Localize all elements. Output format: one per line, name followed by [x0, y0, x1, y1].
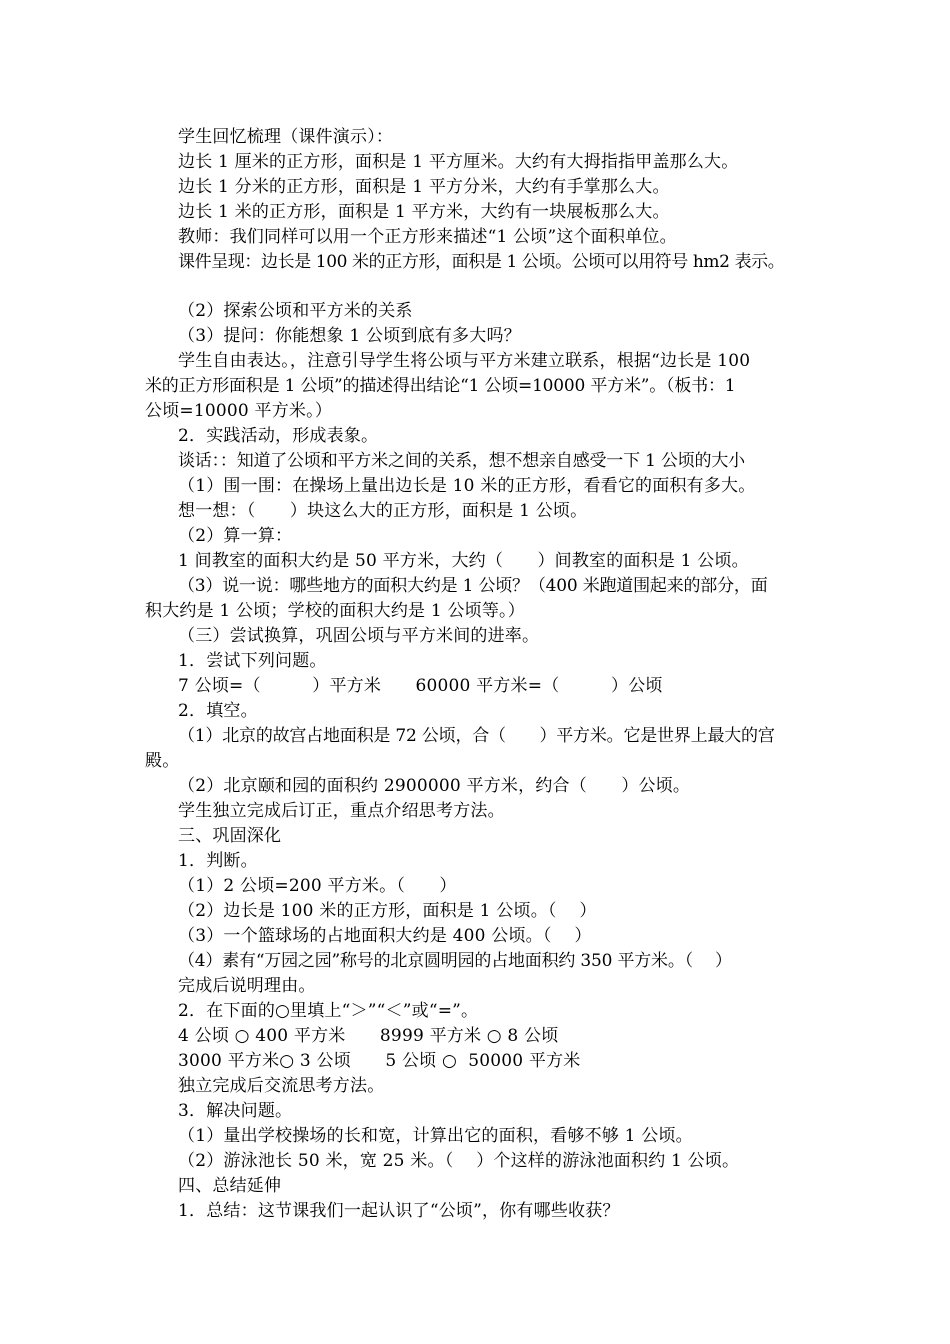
text-line: 2．在下面的○里填上“＞”“＜”或“=”。 [178, 1001, 479, 1021]
text-line: 独立完成后交流思考方法。 [178, 1076, 385, 1096]
text-line: 4 公顷 ○ 400 平方米 8999 平方米 ○ 8 公顷 [178, 1026, 559, 1046]
text-line: 3．解决问题。 [178, 1101, 293, 1121]
text-line: 边长 1 米的正方形，面积是 1 平方米，大约有一块展板那么大。 [178, 202, 670, 222]
section-heading: 三、巩固深化 [178, 826, 282, 846]
text-line: （1）量出学校操场的长和宽，计算出它的面积，看够不够 1 公顷。 [178, 1126, 693, 1146]
text-line: （2）游泳池长 50 米，宽 25 米。（ ）个这样的游泳池面积约 1 公顷。 [178, 1151, 740, 1171]
text-line: 1．判断。 [178, 851, 258, 871]
text-line: （3）提问：你能想象 1 公顷到底有多大吗？ [178, 326, 521, 346]
text-line: 米的正方形面积是 1 公顷”的描述得出结论“1 公顷=10000 平方米”。（板书：1 [145, 376, 736, 396]
text-line: 边长 1 厘米的正方形，面积是 1 平方厘米。大约有大拇指指甲盖那么大。 [178, 152, 739, 172]
text-line: （4）素有“万园之园”称号的北京圆明园的占地面积约 350 平方米。（ ） [178, 951, 732, 971]
text-line: 2．实践活动，形成表象。 [178, 426, 379, 446]
text-line: 课件呈现：边长是 100 米的正方形，面积是 1 公顷。公顷可以用符号 hm2 表示。 [178, 252, 785, 272]
text-line: （3）一个篮球场的占地面积大约是 400 公顷。（ ） [178, 926, 592, 946]
text-line: 学生回忆梳理（课件演示）： [178, 127, 394, 147]
text-line: （1）2 公顷=200 平方米。（ ） [178, 876, 457, 896]
section-heading: 四、总结延伸 [178, 1176, 282, 1196]
text-line: 谈话：：知道了公顷和平方米之间的关系，想不想亲自感受一下 1 公顷的大小 [178, 451, 745, 471]
text-line: （1）围一围：在操场上量出边长是 10 米的正方形，看看它的面积有多大。 [178, 476, 756, 496]
text-line: （2）北京颐和园的面积约 2900000 平方米，约合（ ）公顷。 [178, 776, 691, 796]
text-line: 殿。 [145, 751, 180, 771]
text-line: 2．填空。 [178, 701, 258, 721]
text-line: 想一想：（ ）块这么大的正方形，面积是 1 公顷。 [178, 501, 588, 521]
text-line: 积大约是 1 公顷；学校的面积大约是 1 公顷等。） [145, 601, 525, 621]
text-line: 教师：我们同样可以用一个正方形来描述“1 公顷”这个面积单位。 [178, 227, 677, 247]
text-line: 学生自由表达。，注意引导学生将公顷与平方米建立联系，根据“边长是 100 [178, 351, 751, 371]
text-line: 公顷=10000 平方米。） [145, 401, 333, 421]
text-line: 3000 平方米○ 3 公顷 5 公顷 ○ 50000 平方米 [178, 1051, 581, 1071]
text-line: （2）探索公顷和平方米的关系 [178, 301, 413, 321]
text-line: （1）北京的故宫占地面积是 72 公顷，合（ ）平方米。它是世界上最大的宫 [178, 726, 775, 746]
text-line: 边长 1 分米的正方形，面积是 1 平方分米，大约有手掌那么大。 [178, 177, 670, 197]
text-line: 1．尝试下列问题。 [178, 651, 327, 671]
text-line: （2）边长是 100 米的正方形，面积是 1 公顷。（ ） [178, 901, 597, 921]
text-line: 完成后说明理由。 [178, 976, 316, 996]
text-line: （三）尝试换算，巩固公顷与平方米间的进率。 [178, 626, 540, 646]
text-line: 学生独立完成后订正，重点介绍思考方法。 [178, 801, 505, 821]
text-line: 7 公顷=（ ）平方米 60000 平方米=（ ）公顷 [178, 676, 663, 696]
text-line: （3）说一说：哪些地方的面积大约是 1 公顷？（400 米跑道围起来的部分，面 [178, 576, 768, 596]
text-line: 1 间教室的面积大约是 50 平方米，大约（ ）间教室的面积是 1 公顷。 [178, 551, 749, 571]
text-line: （2）算一算： [178, 526, 293, 546]
text-line: 1．总结：这节课我们一起认识了“公顷”，你有哪些收获？ [178, 1201, 620, 1221]
